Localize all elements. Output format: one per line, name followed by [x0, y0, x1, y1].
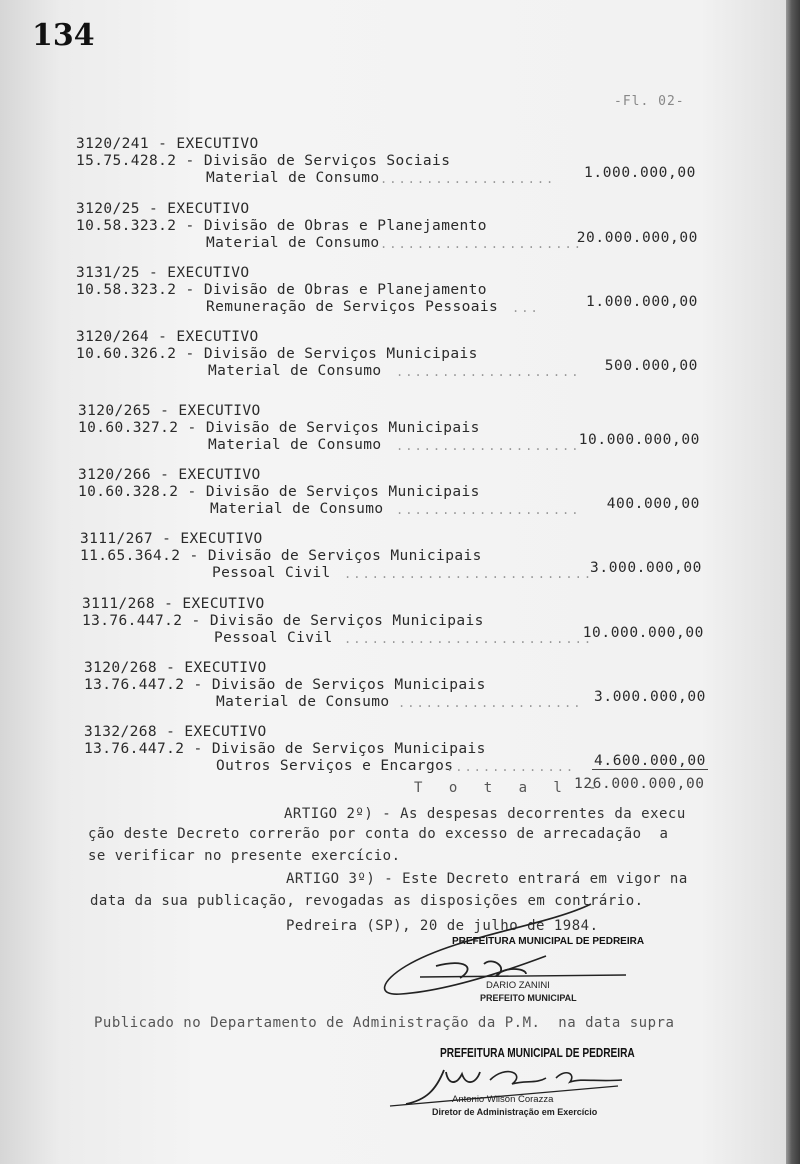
entry-amount: 3.000.000,00: [590, 560, 702, 576]
mayor-role: PREFEITO MUNICIPAL: [480, 993, 577, 1003]
entry-category: Material de Consumo: [206, 235, 380, 251]
total-rule: [592, 769, 708, 770]
entry-division: 15.75.428.2 - Divisão de Serviços Sociais: [76, 153, 451, 169]
entry-amount: 3.000.000,00: [594, 689, 706, 705]
entry-division: 13.76.447.2 - Divisão de Serviços Municipais: [84, 677, 486, 693]
dot-leader: ....................: [396, 365, 581, 379]
entry-category: Material de Consumo: [208, 363, 382, 379]
entry-category: Pessoal Civil: [214, 630, 333, 646]
budget-entry: [0, 467, 786, 531]
entry-amount: 500.000,00: [604, 358, 698, 374]
dot-leader: ...........................: [344, 567, 594, 581]
entry-code: 3120/268 - EXECUTIVO: [84, 660, 267, 676]
admin-name: Antonio Wilson Corazza: [452, 1094, 554, 1105]
entry-amount: 4.600.000,00: [594, 753, 706, 769]
entry-code: 3120/266 - EXECUTIVO: [78, 467, 261, 483]
budget-entry: [0, 136, 786, 200]
dot-leader: ....................: [396, 439, 581, 453]
entry-category: Material de Consumo: [206, 170, 380, 186]
binding-edge: [786, 0, 800, 1164]
budget-entry: [0, 265, 786, 329]
admin-stamp: PREFEITURA MUNICIPAL DE PEDREIRA: [440, 1045, 635, 1060]
entry-amount: 1.000.000,00: [584, 165, 696, 181]
place-date: Pedreira (SP), 20 de julho de 1984.: [286, 918, 599, 934]
budget-entry: [0, 660, 786, 724]
entry-division: 10.58.323.2 - Divisão de Obras e Planejamento: [76, 218, 487, 234]
publication-note: Publicado no Departamento de Administração da P.M. na data supra: [94, 1015, 675, 1031]
entry-amount: 400.000,00: [606, 496, 700, 512]
article-3-line: data da sua publicação, revogadas as disposições em contrário.: [90, 893, 644, 909]
total-amount: 126.000.000,00: [574, 776, 705, 792]
entry-code: 3120/265 - EXECUTIVO: [78, 403, 261, 419]
entry-amount: 10.000.000,00: [582, 625, 704, 641]
entry-code: 3132/268 - EXECUTIVO: [84, 724, 267, 740]
entry-division: 10.60.327.2 - Divisão de Serviços Municipais: [78, 420, 480, 436]
entry-amount: 1.000.000,00: [586, 294, 698, 310]
dot-leader: ....................: [396, 503, 581, 517]
entry-category: Material de Consumo: [216, 694, 390, 710]
dot-leader: ..............: [446, 760, 576, 774]
entry-category: Pessoal Civil: [212, 565, 331, 581]
admin-role: Diretor de Administração em Exercício: [432, 1107, 598, 1117]
mayor-stamp: PREFEITURA MUNICIPAL DE PEDREIRA: [452, 936, 645, 947]
entry-code: 3120/25 - EXECUTIVO: [76, 201, 250, 217]
article-2-line: ARTIGO 2º) - As despesas decorrentes da execu: [284, 806, 686, 822]
entry-code: 3111/267 - EXECUTIVO: [80, 531, 263, 547]
budget-entry: [0, 531, 786, 595]
entry-code: 3111/268 - EXECUTIVO: [82, 596, 265, 612]
article-2-line: se verificar no presente exercício.: [88, 848, 401, 864]
entry-division: 10.60.326.2 - Divisão de Serviços Municipais: [76, 346, 478, 362]
budget-entry: [0, 329, 786, 393]
article-2-line: ção deste Decreto correrão por conta do excesso de arrecadação a: [88, 826, 669, 842]
entry-division: 13.76.447.2 - Divisão de Serviços Municipais: [84, 741, 486, 757]
entry-division: 13.76.447.2 - Divisão de Serviços Municipais: [82, 613, 484, 629]
article-3-line: ARTIGO 3º) - Este Decreto entrará em vigor na: [286, 871, 688, 887]
entry-code: 3120/241 - EXECUTIVO: [76, 136, 259, 152]
entry-category: Material de Consumo: [210, 501, 384, 517]
budget-entry: [0, 403, 786, 467]
budget-entry: [0, 201, 786, 265]
entry-division: 10.58.323.2 - Divisão de Obras e Planejamento: [76, 282, 487, 298]
mayor-name: DARIO ZANINI: [486, 980, 550, 991]
entry-division: 10.60.328.2 - Divisão de Serviços Municipais: [78, 484, 480, 500]
dot-leader: ....................: [398, 696, 583, 710]
total-label: T o t a l -: [414, 780, 606, 796]
entry-division: 11.65.364.2 - Divisão de Serviços Municipais: [80, 548, 482, 564]
dot-leader: ...: [512, 301, 540, 315]
dot-leader: ......................: [380, 237, 583, 251]
dot-leader: ...................: [380, 172, 556, 186]
entry-code: 3120/264 - EXECUTIVO: [76, 329, 259, 345]
entry-amount: 10.000.000,00: [578, 432, 700, 448]
page-number: 134: [32, 18, 95, 53]
budget-entry: [0, 596, 786, 660]
entry-category: Material de Consumo: [208, 437, 382, 453]
entry-amount: 20.000.000,00: [576, 230, 698, 246]
entry-category: Outros Serviços e Encargos: [216, 758, 454, 774]
entry-code: 3131/25 - EXECUTIVO: [76, 265, 250, 281]
dot-leader: ...........................: [344, 632, 594, 646]
folio-number: -Fl. 02-: [614, 94, 685, 109]
entry-category: Remuneração de Serviços Pessoais: [206, 299, 499, 315]
